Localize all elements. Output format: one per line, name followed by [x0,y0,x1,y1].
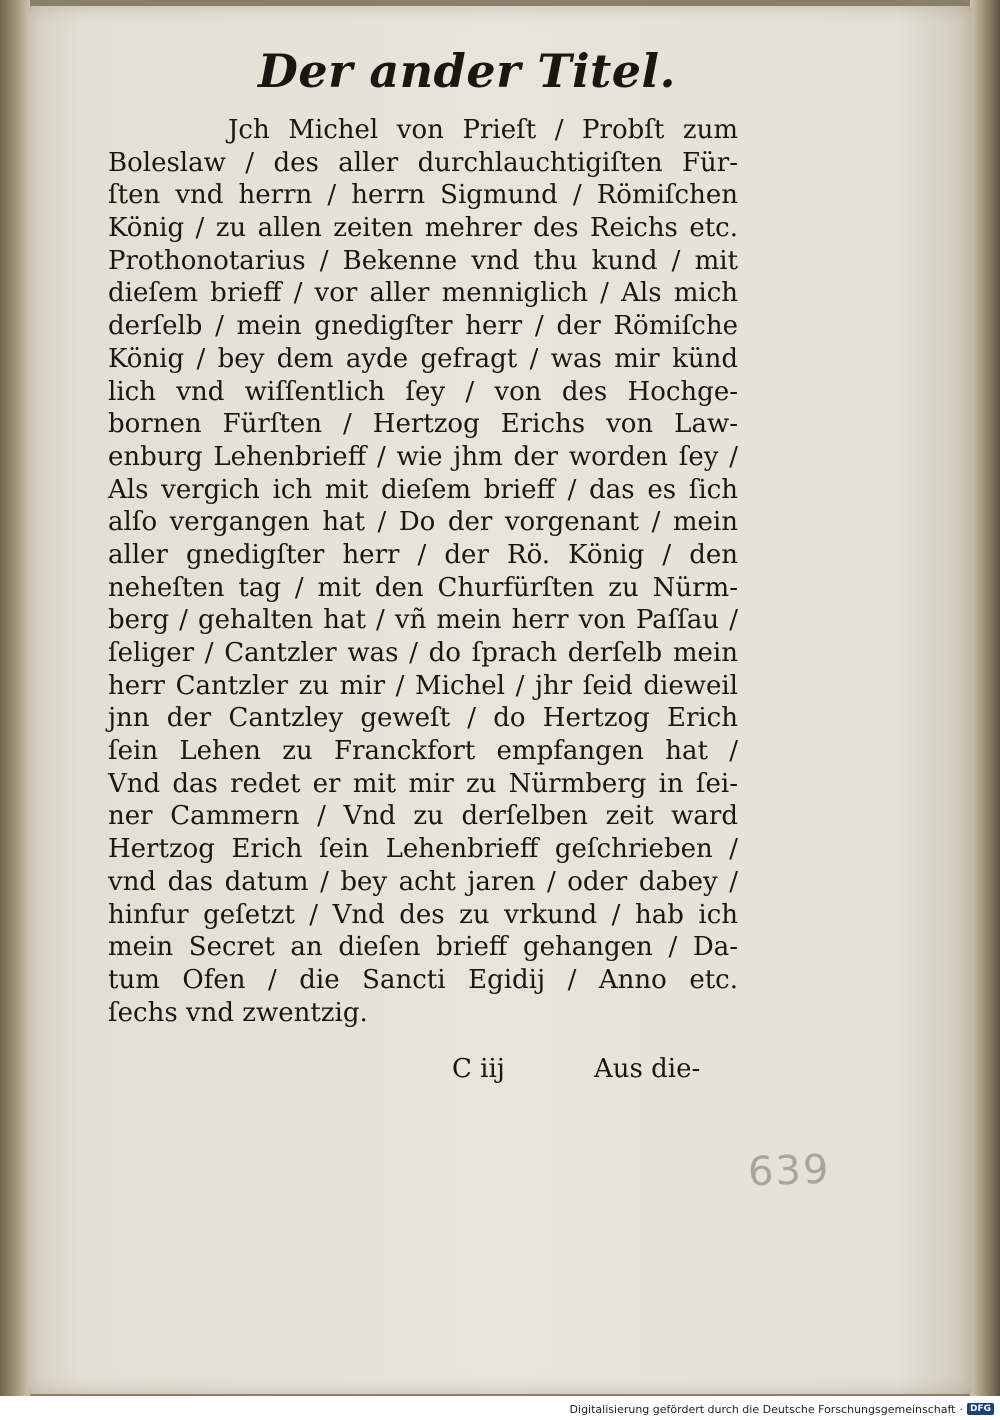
text-line: berg / gehalten hat / vñ mein herr von Paſſau / [108,605,738,636]
dfg-logo-icon: DFG [967,1403,994,1415]
body-text [108,114,738,1029]
text-line: Vnd das redet er mit mir zu Nürmberg in ſei- [108,768,738,799]
text-line: ner Cammern / Vnd zu derſelben zeit ward [108,801,738,832]
text-line: bornen Fürſten / Hertzog Erichs von Law- [108,409,738,440]
text-line: aller gnedigſter herr / der Rö. König / den [108,539,738,570]
text-line: König / zu allen zeiten mehrer des Reichs etc. [108,213,738,244]
signature-mark: C iij [452,1054,505,1084]
text-line: lich vnd wiſſentlich ſey / von des Hochge- [108,376,738,407]
text-line: Als vergich ich mit dieſem brieff / das es ſich [108,474,738,505]
catchword: Aus die- [594,1054,701,1084]
text-line: ſten vnd herrn / herrn Sigmund / Römiſchen [108,180,738,211]
text-line: Boleslaw / des aller durchlauchtigiſten Für- [108,147,738,178]
text-line: tum Ofen / die Sancti Egidij / Anno etc. [108,964,738,995]
text-line: ſeliger / Cantzler was / do ſprach derſelb mein [108,638,738,668]
text-line: Hertzog Erich ſein Lehenbrieff geſchrieben / [108,834,738,865]
text-line: König / bey dem ayde gefragt / was mir künd [108,343,738,374]
text-line: vnd das datum / bey acht jaren / oder dabey / [108,866,738,897]
text-line: derſelb / mein gnedigſter herr / der Römiſche [108,311,738,342]
text-line: Prothonotarius / Bekenne vnd thu kund / mit [108,245,738,276]
text-line: ſein Lehen zu Franckfort empfangen hat / [108,736,738,767]
binding-edge-right [970,0,1000,1396]
text-line: Jch Michel von Prieſt / Probſt zum [228,115,738,145]
text-line: mein Secret an dieſen brieff gehangen / Da- [108,932,738,963]
text-line: alſo vergangen hat / Do der vorgenant / mein [108,507,738,538]
text-line: herr Cantzler zu mir / Michel / jhr ſeid dieweil [108,670,738,701]
page-heading: Der ander Titel. [258,44,677,98]
footer-credit [570,1400,994,1418]
text-line: ſechs vnd zwentzig. [108,997,368,1028]
pencil-annotation: 639 [747,1146,832,1196]
text-line: hinfur geſetzt / Vnd des zu vrkund / hab ich [108,899,738,930]
text-line: dieſem brieff / vor aller menniglich / Als mich [108,278,738,309]
binding-edge-left [0,0,30,1396]
text-line: enburg Lehenbrieff / wie jhm der worden ſey / [108,441,738,472]
footer-text: Digitalisierung gefördert durch die Deutsche Forschungsgemeinschaft [569,1402,956,1416]
text-line: neheſten tag / mit den Churfürſten zu Nürm- [108,572,738,603]
text-line: jnn der Cantzley geweſt / do Hertzog Erich [108,703,738,734]
footer-separator: · [959,1402,963,1416]
